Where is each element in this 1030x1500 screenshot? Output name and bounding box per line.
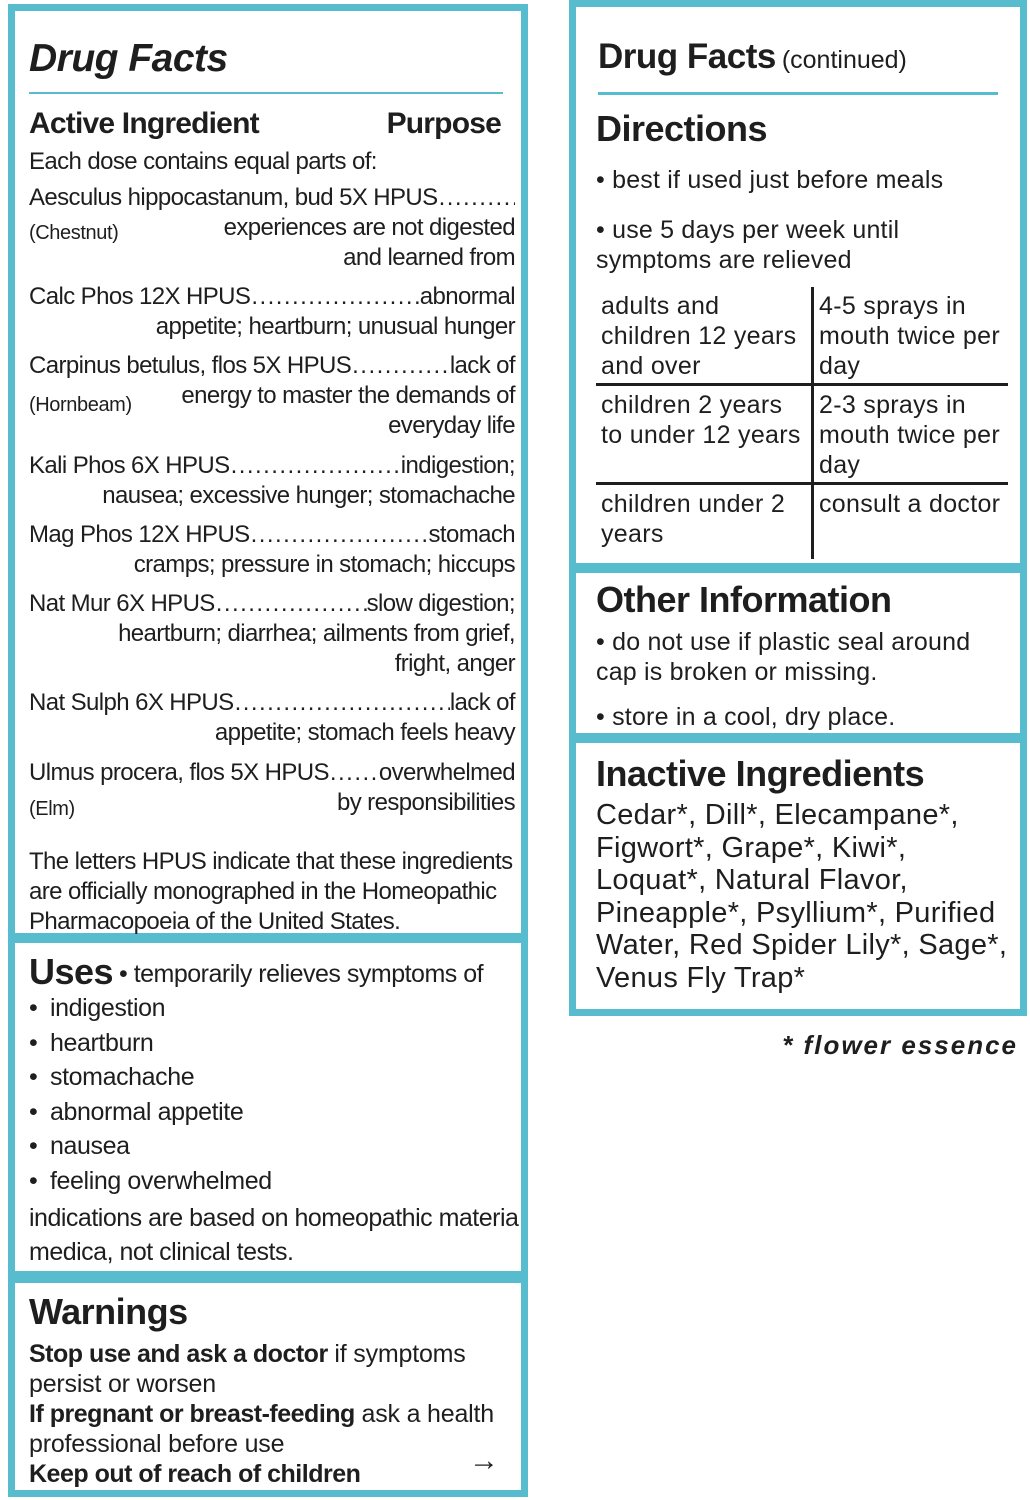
title-divider: [29, 92, 503, 94]
warnings-body: [29, 1339, 509, 1489]
ingredient-purpose: stomach: [428, 521, 515, 548]
pregnant-label: If pregnant or breast-feeding: [29, 1400, 355, 1428]
purpose-heading: Purpose: [386, 107, 501, 140]
uses-list: [29, 991, 272, 1199]
ingredient-purpose: indigestion;: [400, 452, 515, 479]
dose-intro: Each dose contains equal parts of:: [29, 148, 377, 175]
other-information-title: Other Information: [596, 579, 892, 620]
uses-note: indications are based on homeopathic materia medica, not clinical tests.: [29, 1204, 519, 1266]
stop-use-label: Stop use and ask a doctor: [29, 1340, 328, 1368]
continued-suffix: (continued): [781, 46, 907, 74]
table-row: [596, 484, 1008, 560]
pregnant-text: ask a health professional before use: [29, 1400, 494, 1458]
other-information-panel: [569, 566, 1027, 740]
ingredient-common-name: (Hornbeam): [29, 394, 132, 416]
ingredient-name: Nat Sulph 6X HPUS: [29, 689, 234, 716]
ingredient-row: [29, 758, 515, 818]
uses-lead: • temporarily relieves symptoms of: [119, 960, 484, 988]
ingredient-row: [29, 282, 515, 342]
list-item: • abnormal appetite: [29, 1095, 272, 1130]
leader-dots: [250, 520, 429, 550]
ingredient-purpose-cont: energy to master the demands of everyday life: [181, 382, 515, 439]
dosage-table: [596, 287, 1008, 559]
ingredient-name: Carpinus betulus, flos 5X HPUS: [29, 352, 352, 379]
ingredient-name: Mag Phos 12X HPUS: [29, 521, 250, 548]
leader-dots: [351, 351, 450, 381]
ingredient-row: [29, 589, 515, 679]
ingredient-row: [29, 183, 515, 273]
warnings-panel: [8, 1276, 528, 1497]
dosage-age: adults and children 12 years and over: [596, 287, 813, 385]
list-item: • feeling overwhelmed: [29, 1164, 272, 1199]
ingredient-name: Kali Phos 6X HPUS: [29, 452, 230, 479]
ingredient-row: [29, 451, 515, 511]
arrow-right-icon: →: [469, 1444, 499, 1477]
list-item: • nausea: [29, 1129, 272, 1164]
dosage-amount: 2-3 sprays in mouth twice per day: [813, 385, 1009, 484]
stop-use-text: if symptoms persist or worsen: [29, 1340, 466, 1398]
ingredient-purpose-cont: nausea; excessive hunger; stomachache: [102, 482, 515, 509]
ingredient-common-name: (Chestnut): [29, 222, 119, 244]
leader-dots: [215, 589, 367, 619]
uses-title: Uses: [29, 951, 114, 992]
dosage-amount: 4-5 sprays in mouth twice per day: [813, 287, 1009, 385]
ingredient-purpose-cont: heartburn; diarrhea; ailments from grief, fright, anger: [118, 620, 515, 677]
ingredient-purpose: lack of: [449, 352, 515, 379]
drug-facts-continued-panel: [569, 0, 1027, 570]
list-item: • indigestion: [29, 991, 272, 1026]
other-info-item: • do not use if plastic seal around cap is broken or missing.: [596, 628, 971, 686]
dosage-age: children under 2 years: [596, 484, 813, 560]
ingredient-purpose-cont: experiences are not digested and learned from: [223, 214, 515, 271]
ingredient-common-name: (Elm): [29, 798, 75, 820]
ingredient-purpose-cont: appetite; heartburn; unusual hunger: [155, 313, 515, 340]
table-row: [596, 385, 1008, 484]
ingredient-name: Calc Phos 12X HPUS: [29, 283, 251, 310]
leader-dots: [438, 183, 515, 213]
warnings-title: Warnings: [29, 1291, 188, 1332]
list-item: • stomachache: [29, 1060, 272, 1095]
drug-facts-panel: [8, 4, 528, 940]
drug-facts-continued-title: [598, 37, 907, 77]
active-ingredient-heading: Active Ingredient: [29, 107, 259, 140]
dosage-age: children 2 years to under 12 years: [596, 385, 813, 484]
title-divider: [598, 92, 998, 95]
ingredient-row: [29, 688, 515, 748]
dosage-amount: consult a doctor: [819, 490, 1001, 518]
flower-essence-footnote: * flower essence: [782, 1030, 1018, 1060]
leader-dots: [329, 758, 379, 788]
direction-item: • use 5 days per week until symptoms are relieved: [596, 216, 900, 274]
direction-item: • best if used just before meals: [596, 166, 944, 194]
list-item: • heartburn: [29, 1026, 272, 1061]
ingredient-purpose-cont: cramps; pressure in stomach; hiccups: [133, 551, 515, 578]
uses-panel: [8, 936, 528, 1278]
inactive-ingredients-panel: [569, 736, 1027, 1016]
inactive-ingredients-title: Inactive Ingredients: [596, 753, 925, 794]
ingredient-purpose: lack of: [449, 689, 515, 716]
ingredient-name: Nat Mur 6X HPUS: [29, 590, 215, 617]
ingredient-name: Ulmus procera, flos 5X HPUS: [29, 759, 329, 786]
ingredient-purpose-cont: appetite; stomach feels heavy: [214, 719, 515, 746]
ingredient-purpose: overwhelmed: [378, 759, 515, 786]
ingredient-purpose: slow digestion;: [366, 590, 515, 617]
ingredient-purpose-cont: by responsibilities: [336, 789, 515, 816]
ingredient-purpose: abnormal: [419, 283, 515, 310]
ingredient-name: Aesculus hippocastanum, bud 5X HPUS: [29, 184, 438, 211]
drug-facts-title: Drug Facts: [29, 37, 228, 80]
directions-title: Directions: [596, 108, 768, 149]
other-info-item: • store in a cool, dry place.: [596, 703, 896, 731]
keep-out-label: Keep out of reach of children: [29, 1460, 361, 1488]
hpus-note: The letters HPUS indicate that these ingredients are officially monographed in the Homeopathic Pharmacopoeia of the United States.: [29, 848, 513, 935]
continued-title-main: Drug Facts: [598, 37, 776, 76]
ingredient-row: [29, 351, 515, 441]
leader-dots: [234, 688, 450, 718]
ingredient-row: [29, 520, 515, 580]
table-row: [596, 287, 1008, 385]
leader-dots: [250, 282, 419, 312]
inactive-ingredients-text: Cedar*, Dill*, Elecampane*, Figwort*, Grape*, Kiwi*, Loquat*, Natural Flavor, Pineapple*, Psyllium*, Purified Water, Red Spider Lily*, Sage*, Venus Fly Trap*: [596, 799, 1008, 994]
leader-dots: [230, 451, 401, 481]
